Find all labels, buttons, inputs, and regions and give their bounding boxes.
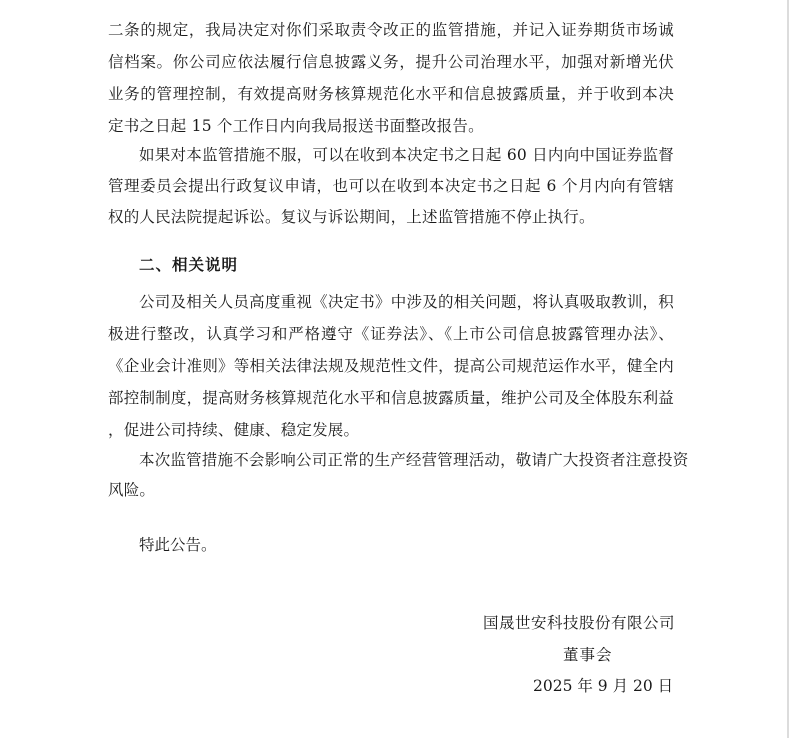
signature-board: 董事会 xyxy=(563,646,613,664)
paragraph-line: 权的人民法院提起诉讼。复议与诉讼期间，上述监管措施不停止执行。 xyxy=(108,208,595,226)
paragraph-line: 管理委员会提出行政复议申请，也可以在收到本决定书之日起 6 个月内向有管辖 xyxy=(108,177,674,195)
paragraph-line: ，促进公司持续、健康、稳定发展。 xyxy=(108,421,360,439)
paragraph-line: 《企业会计准则》等相关法律法规及规范性文件，提高公司规范运作水平，健全内 xyxy=(108,357,674,375)
section-heading: 二、相关说明 xyxy=(139,256,239,274)
signature-date: 2025 年 9 月 20 日 xyxy=(533,677,674,695)
paragraph-line: 部控制制度，提高财务核算规范化水平和信息披露质量，维护公司及全体股东利益 xyxy=(108,389,674,407)
paragraph-line: 风险。 xyxy=(108,481,156,499)
paragraph-company-response xyxy=(108,286,674,446)
paragraph-line: 信档案。你公司应依法履行信息披露义务，提升公司治理水平，加强对新增光伏 xyxy=(108,53,674,71)
signature-company: 国晟世安科技股份有限公司 xyxy=(483,614,676,632)
paragraph-line: 二条的规定，我局决定对你们采取责令改正的监管措施，并记入证券期货市场诚 xyxy=(108,21,674,39)
paragraph-line: 业务的管理控制，有效提高财务核算规范化水平和信息披露质量，并于收到本决 xyxy=(108,85,674,103)
paragraph-line: 公司及相关人员高度重视《决定书》中涉及的相关问题，将认真吸取教训，积 xyxy=(139,293,674,311)
paragraph-rectification-decision xyxy=(108,14,674,142)
paragraph-line: 本次监管措施不会影响公司正常的生产经营管理活动，敬请广大投资者注意投资 xyxy=(139,451,689,469)
closing-statement: 特此公告。 xyxy=(139,536,217,554)
paragraph-line: 极进行整改，认真学习和严格遵守《证券法》、《上市公司信息披露管理办法》、 xyxy=(108,325,674,343)
paragraph-line: 定书之日起 15 个工作日内向我局报送书面整改报告。 xyxy=(108,117,484,135)
paragraph-risk-notice xyxy=(108,445,689,505)
paragraph-appeal-rights xyxy=(108,140,674,233)
paragraph-line: 如果对本监管措施不服，可以在收到本决定书之日起 60 日内向中国证券监督 xyxy=(139,146,674,164)
